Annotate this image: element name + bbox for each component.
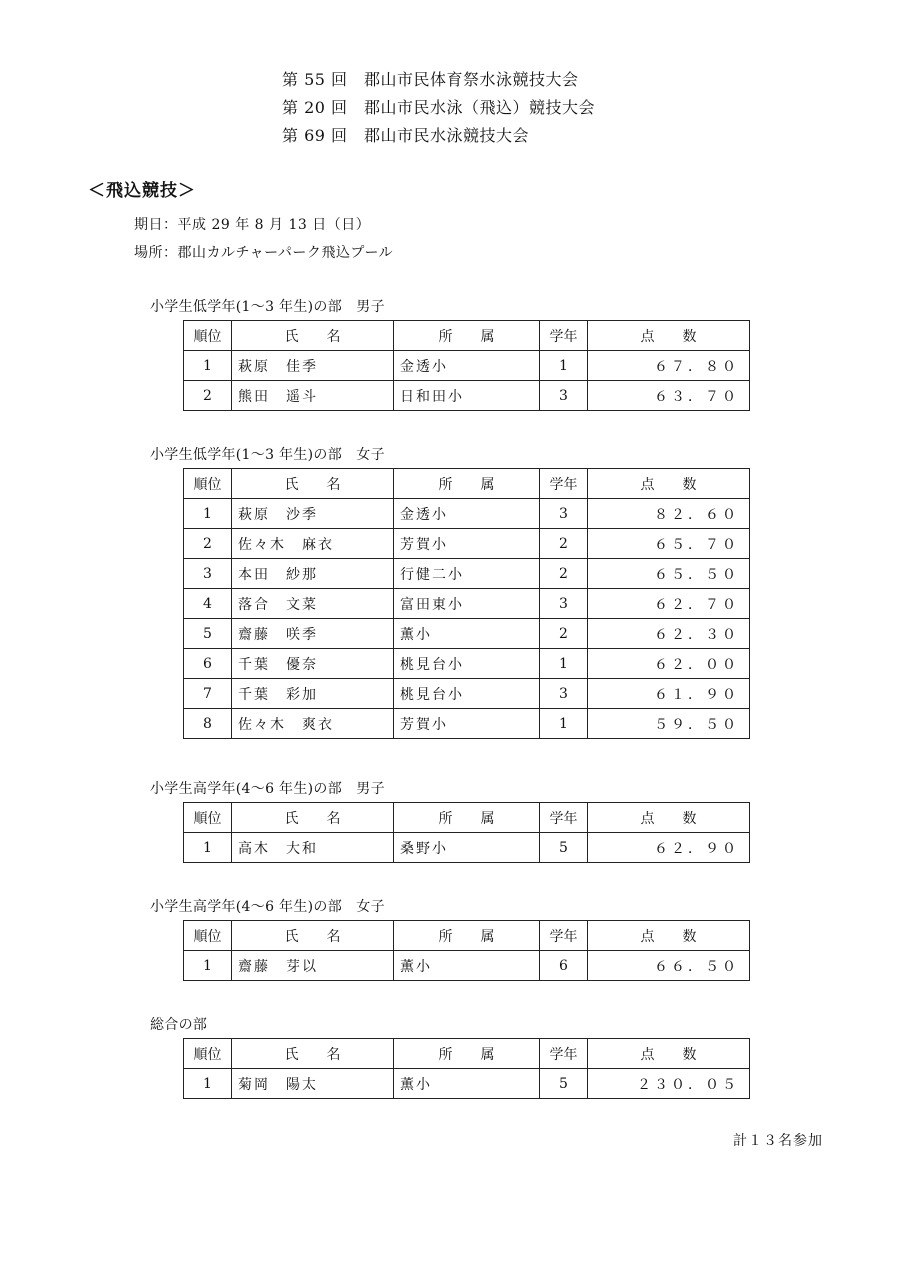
score-cell: ２３０．０５ [588,1069,750,1099]
affiliation-cell: 薫小 [394,619,540,649]
grade-cell: 1 [540,649,588,679]
score-cell: ５９．５０ [588,709,750,739]
name-cell: 熊田 遥斗 [232,381,394,411]
name-cell: 萩原 沙季 [232,499,394,529]
rank-cell: 1 [184,951,232,981]
header-affiliation: 所 属 [394,321,540,351]
affiliation-cell: 桃見台小 [394,679,540,709]
title-line-1: 第 55 回 郡山市民体育祭水泳競技大会 [282,70,579,89]
name-cell: 千葉 彩加 [232,679,394,709]
table-header-row [184,921,750,951]
header-rank: 順位 [184,803,232,833]
name-cell: 落合 文菜 [232,589,394,619]
rank-cell: 2 [184,529,232,559]
category-label: 小学生低学年(1～3 年生)の部 男子 [150,299,385,315]
grade-cell: 2 [540,559,588,589]
affiliation-cell: 薫小 [394,1069,540,1099]
affiliation-cell: 桑野小 [394,833,540,863]
grade-cell: 3 [540,679,588,709]
header-score: 点 数 [588,803,750,833]
category-label: 総合の部 [150,1017,208,1033]
header-rank: 順位 [184,321,232,351]
table-row [184,351,750,381]
score-cell: ６６．５０ [588,951,750,981]
header-score: 点 数 [588,321,750,351]
table-header-row [184,803,750,833]
score-cell: ６２．９０ [588,833,750,863]
header-score: 点 数 [588,921,750,951]
table-row [184,529,750,559]
grade-cell: 3 [540,381,588,411]
grade-cell: 1 [540,709,588,739]
score-cell: ６２．７０ [588,589,750,619]
header-name: 氏 名 [232,469,394,499]
participant-count: 計１３名参加 [733,1133,823,1149]
name-cell: 齋藤 芽以 [232,951,394,981]
results-table [183,920,750,981]
header-grade: 学年 [540,321,588,351]
header-score: 点 数 [588,469,750,499]
header-rank: 順位 [184,1039,232,1069]
header-grade: 学年 [540,469,588,499]
score-cell: ６２．３０ [588,619,750,649]
table-row [184,589,750,619]
results-table [183,802,750,863]
category-label: 小学生高学年(4～6 年生)の部 男子 [150,781,385,797]
header-affiliation: 所 属 [394,1039,540,1069]
name-cell: 齋藤 咲季 [232,619,394,649]
affiliation-cell: 行健二小 [394,559,540,589]
table-row [184,1069,750,1099]
results-table [183,468,750,739]
table-row [184,833,750,863]
affiliation-cell: 富田東小 [394,589,540,619]
affiliation-cell: 桃見台小 [394,649,540,679]
score-cell: ６５．７０ [588,529,750,559]
grade-cell: 3 [540,589,588,619]
grade-cell: 6 [540,951,588,981]
section-heading: ＜飛込競技＞ [88,181,196,201]
header-affiliation: 所 属 [394,921,540,951]
results-table [183,1038,750,1099]
name-cell: 菊岡 陽太 [232,1069,394,1099]
table-row [184,381,750,411]
header-rank: 順位 [184,921,232,951]
table-row [184,499,750,529]
score-cell: ８２．６０ [588,499,750,529]
affiliation-cell: 金透小 [394,499,540,529]
title-line-2: 第 20 回 郡山市民水泳（飛込）競技大会 [282,98,596,117]
rank-cell: 7 [184,679,232,709]
affiliation-cell: 芳賀小 [394,529,540,559]
rank-cell: 1 [184,833,232,863]
table-header-row [184,1039,750,1069]
header-name: 氏 名 [232,803,394,833]
affiliation-cell: 金透小 [394,351,540,381]
grade-cell: 2 [540,619,588,649]
table-row [184,951,750,981]
name-cell: 本田 紗那 [232,559,394,589]
category-label: 小学生低学年(1～3 年生)の部 女子 [150,447,385,463]
header-grade: 学年 [540,803,588,833]
score-cell: ６５．５０ [588,559,750,589]
table-row [184,649,750,679]
name-cell: 佐々木 麻衣 [232,529,394,559]
header-score: 点 数 [588,1039,750,1069]
table-header-row [184,469,750,499]
score-cell: ６１．９０ [588,679,750,709]
header-affiliation: 所 属 [394,803,540,833]
header-name: 氏 名 [232,1039,394,1069]
header-grade: 学年 [540,1039,588,1069]
grade-cell: 2 [540,529,588,559]
table-row [184,709,750,739]
name-cell: 千葉 優奈 [232,649,394,679]
header-rank: 順位 [184,469,232,499]
header-name: 氏 名 [232,321,394,351]
grade-cell: 5 [540,1069,588,1099]
rank-cell: 3 [184,559,232,589]
rank-cell: 6 [184,649,232,679]
name-cell: 佐々木 爽衣 [232,709,394,739]
rank-cell: 5 [184,619,232,649]
table-row [184,619,750,649]
results-table [183,320,750,411]
header-affiliation: 所 属 [394,469,540,499]
title-block [282,66,595,150]
score-cell: ６２．００ [588,649,750,679]
rank-cell: 1 [184,351,232,381]
affiliation-cell: 日和田小 [394,381,540,411]
name-cell: 高木 大和 [232,833,394,863]
rank-cell: 4 [184,589,232,619]
grade-cell: 1 [540,351,588,381]
table-header-row [184,321,750,351]
header-grade: 学年 [540,921,588,951]
affiliation-cell: 芳賀小 [394,709,540,739]
table-row [184,559,750,589]
title-line-3: 第 69 回 郡山市民水泳競技大会 [282,126,530,145]
name-cell: 萩原 佳季 [232,351,394,381]
category-label: 小学生高学年(4～6 年生)の部 女子 [150,899,385,915]
score-cell: ６３．７０ [588,381,750,411]
score-cell: ６７．８０ [588,351,750,381]
table-row [184,679,750,709]
rank-cell: 8 [184,709,232,739]
header-name: 氏 名 [232,921,394,951]
grade-cell: 3 [540,499,588,529]
event-date: 期日：平成 29 年 8 月 13 日（日） [134,217,371,233]
event-place: 場所：郡山カルチャーパーク飛込プール [134,245,394,261]
grade-cell: 5 [540,833,588,863]
affiliation-cell: 薫小 [394,951,540,981]
rank-cell: 1 [184,499,232,529]
rank-cell: 2 [184,381,232,411]
rank-cell: 1 [184,1069,232,1099]
